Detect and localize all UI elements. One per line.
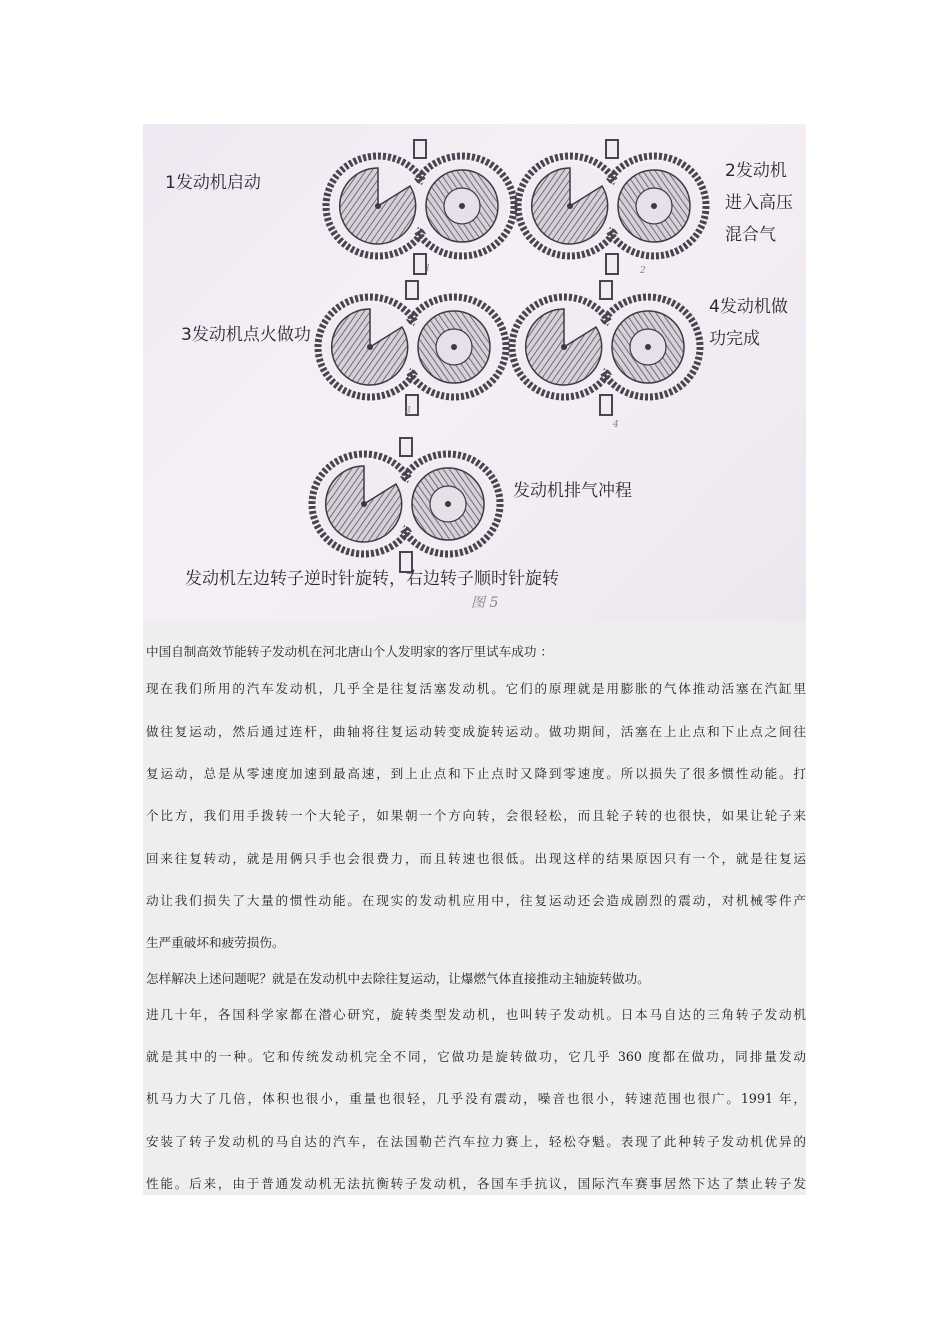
article-line-4: 个比方，我们用手拨转一个大轮子，如果朝一个方向转，会很轻松，而且轮子转的也很快，如果让轮子来: [146, 808, 806, 823]
step-2-label-line-3: 混合气: [725, 225, 776, 245]
step-1-label: 1发动机启动: [165, 173, 261, 193]
step-2-label-line-1: 2发动机: [725, 161, 787, 181]
article-line-8: 怎样解决上述问题呢？就是在发动机中去除往复运动，让爆燃气体直接推动主轴旋转做功。: [146, 971, 650, 986]
step-4-label-line-1: 4发动机做: [709, 297, 788, 317]
article-title: 中国自制高效节能转子发动机在河北唐山个人发明家的客厅里试车成功 ：: [146, 644, 554, 659]
article-line-2: 做往复运动，然后通过连杆，曲轴将往复运动转变成旋转运动。做功期间，活塞在上止点和下止点之间往: [146, 724, 806, 739]
step-4-label-line-2: 功完成: [709, 329, 760, 349]
article-body: [143, 621, 806, 1195]
figure-caption: 发动机左边转子逆时针旋转，右边转子顺时针旋转: [185, 569, 559, 589]
article-line-11: 机马力大了几倍，体积也很小，重量也很轻，几乎没有震动，噪音也很小，转速范围也很广。1991 年，: [146, 1091, 806, 1106]
figure-mark: 图 5: [471, 595, 499, 611]
article-line-13: 性能。后来，由于普通发动机无法抗衡转子发动机，各国车手抗议，国际汽车赛事居然下达了禁止转子发: [146, 1176, 806, 1191]
article-line-5: 回来往复转动，就是用俩只手也会很费力，而且转速也很低。出现这样的结果原因只有一个，就是往复运: [146, 851, 806, 866]
step-5-label: 发动机排气冲程: [513, 481, 632, 501]
article-line-3: 复运动，总是从零速度加速到最高速，到上止点和下止点时又降到零速度。所以损失了很多惯性动能。打: [146, 766, 806, 781]
article-line-10: 就是其中的一种。它和传统发动机完全不同，它做功是旋转做功，它几乎 360 度都在做功，同排量发动: [146, 1049, 806, 1064]
article-line-6: 动让我们损失了大量的惯性动能。在现实的发动机应用中，往复运动还会造成剧烈的震动，对机械零件产: [146, 893, 806, 908]
article-line-7: 生严重破坏和疲劳损伤。: [146, 935, 285, 950]
engine-diagram-figure: [143, 124, 806, 621]
article-line-9: 进几十年，各国科学家都在潜心研究，旋转类型发动机，也叫转子发动机。日本马自达的三角转子发动机: [146, 1007, 806, 1022]
step-3-label: 3发动机点火做功: [181, 325, 311, 345]
diagram-number-1: 1: [425, 264, 431, 274]
diagram-number-2: 2: [640, 266, 646, 276]
step-2-label-line-2: 进入高压: [725, 193, 793, 213]
diagram-number-4: 4: [613, 420, 619, 430]
article-line-12: 安装了转子发动机的马自达的汽车，在法国勒芒汽车拉力赛上，轻松夺魁。表现了此种转子发动机优异的: [146, 1134, 806, 1149]
article-line-1: 现在我们所用的汽车发动机，几乎全是往复活塞发动机。它们的原理就是用膨胀的气体推动活塞在汽缸里: [146, 681, 806, 696]
diagram-number-3: 3: [405, 406, 411, 416]
